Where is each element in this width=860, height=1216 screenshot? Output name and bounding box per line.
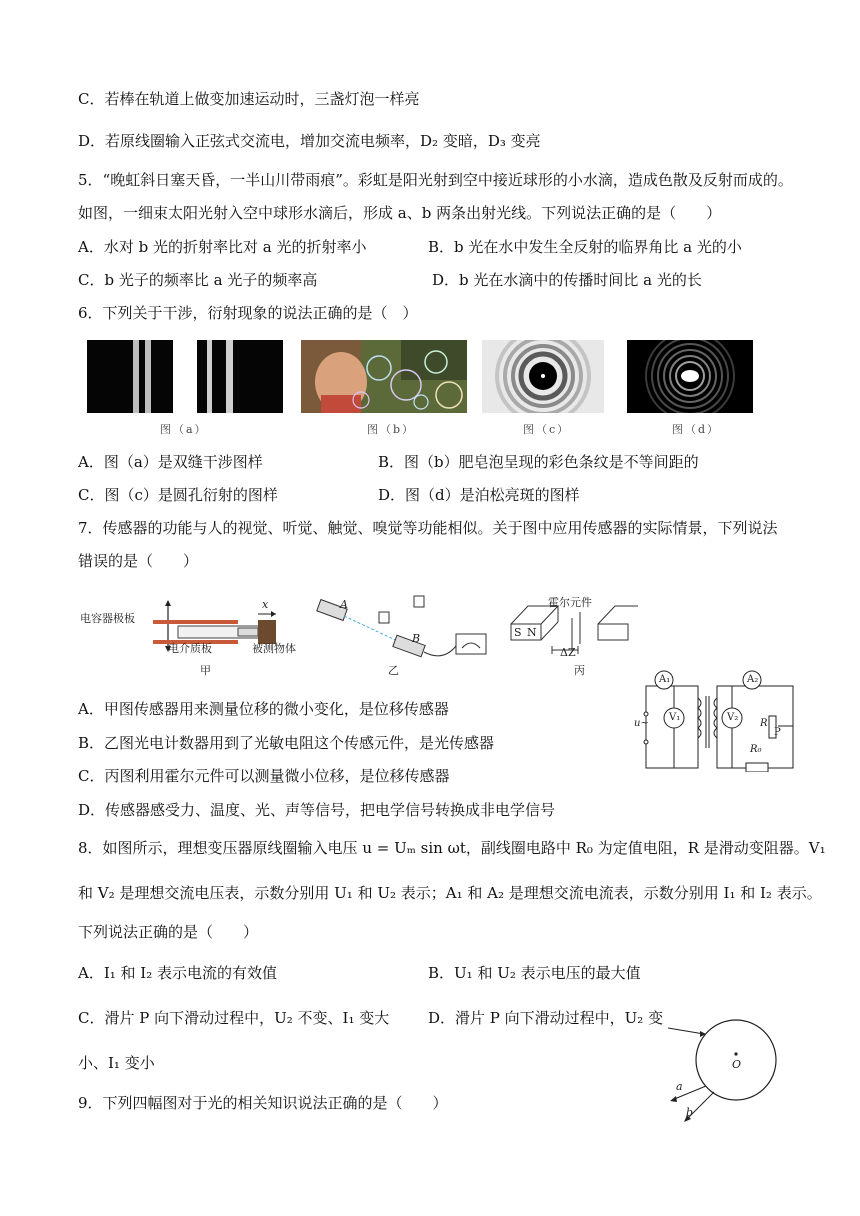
q8-stem-line-1: 8．如图所示，理想变压器原线圈输入电压 u = Uₘ sin ωt，副线圈电路中 R₀ 为定值电阻，R 是滑动变阻器。V₁	[78, 839, 826, 857]
soap-bubbles-photo	[301, 340, 467, 413]
q8-option-a: A．I₁ 和 I₂ 表示电流的有效值	[78, 964, 278, 982]
figure-b-caption: 图（b）	[367, 423, 416, 436]
voltmeter-v2-label: V₂	[727, 712, 739, 723]
q8-option-d-line-2: 小、I₁ 变小	[78, 1054, 155, 1072]
circular-hole-diffraction-image	[482, 340, 604, 413]
dielectric-plate-label: 电介质板	[168, 642, 212, 655]
slider-p-label: P	[774, 727, 781, 738]
measured-object-label: 被测物体	[252, 642, 296, 655]
q8-option-c: C．滑片 P 向下滑动过程中，U₂ 不变、I₁ 变大	[78, 1009, 390, 1027]
figure-a-caption: 图（a）	[160, 423, 208, 436]
q5-stem-line-2: 如图，一细束太阳光射入空中球形水滴后，形成 a、b 两条出射光线。下列说法正确的是（ ）	[78, 204, 722, 222]
delta-z-label: ΔZ	[560, 646, 576, 659]
q9-stem: 9．下列四幅图对于光的相关知识说法正确的是（ ）	[78, 1094, 448, 1112]
x-label: x	[262, 598, 269, 611]
q8-stem-line-3: 下列说法正确的是（ ）	[78, 923, 259, 941]
q7-option-a: A．甲图传感器用来测量位移的微小变化，是位移传感器	[78, 700, 449, 718]
q7-option-c: C．丙图利用霍尔元件可以测量微小位移，是位移传感器	[78, 767, 450, 785]
capacitor-plate-label: 电容器极板	[80, 612, 135, 625]
q4-option-c: C．若棒在轨道上做变加速运动时，三盏灯泡一样亮	[78, 90, 420, 108]
q5-option-b: B．b 光在水中发生全反射的临界角比 a 光的小	[428, 238, 742, 256]
q4-option-d: D．若原线圈输入正弦式交流电，增加交流电频率，D₂ 变暗，D₃ 变亮	[78, 132, 541, 150]
source-u-label: u~	[634, 718, 649, 729]
q5-option-c: C．b 光子的频率比 a 光子的频率高	[78, 271, 318, 289]
magnet-n-label: N	[527, 626, 537, 639]
q6-option-b: B．图（b）肥皂泡呈现的彩色条纹是不等间距的	[378, 453, 699, 471]
q6-stem: 6．下列关于干涉，衍射现象的说法正确的是（ ）	[78, 304, 418, 322]
hall-element-label: 霍尔元件	[548, 596, 592, 609]
sensor-a-label: A	[340, 598, 348, 611]
voltmeter-v1-label: V₁	[669, 712, 681, 723]
double-slit-pattern-image	[87, 340, 283, 413]
q7-option-d: D．传感器感受力、温度、光、声等信号，把电学信号转换成非电学信号	[78, 801, 556, 819]
ray-b-label: b	[686, 1106, 694, 1119]
figure-d-caption: 图（d）	[672, 423, 721, 436]
ray-a-label: a	[676, 1080, 683, 1093]
q5-option-d: D．b 光在水滴中的传播时间比 a 光的长	[432, 271, 702, 289]
q8-stem-line-2: 和 V₂ 是理想交流电压表，示数分别用 U₁ 和 U₂ 表示；A₁ 和 A₂ 是理想交流电流表，示数分别用 I₁ 和 I₂ 表示。	[78, 884, 822, 902]
q8-option-b: B．U₁ 和 U₂ 表示电压的最大值	[428, 964, 641, 982]
q6-option-d: D．图（d）是泊松亮斑的图样	[378, 486, 580, 504]
q7-option-b: B．乙图光电计数器用到了光敏电阻这个传感元件，是光传感器	[78, 734, 495, 752]
resistor-r0-label: R₀	[750, 744, 762, 755]
jia-label: 甲	[200, 664, 211, 677]
ammeter-a1-label: A₁	[659, 674, 671, 685]
water-drop-diagram	[664, 1012, 780, 1128]
yi-label: 乙	[388, 664, 399, 677]
center-o-label: O	[732, 1058, 742, 1071]
magnet-s-label: S	[514, 626, 522, 639]
ammeter-a2-label: A₂	[747, 674, 759, 685]
q6-option-a: A．图（a）是双缝干涉图样	[78, 453, 263, 471]
poisson-spot-rings-image	[627, 340, 753, 413]
bing-label: 丙	[574, 664, 585, 677]
q5-stem-line-1: 5．“晚虹斜日塞天昏，一半山川带雨痕”。彩虹是阳光射到空中接近球形的小水滴，造成色散及反射而成的。	[78, 171, 793, 189]
q5-option-a: A．水对 b 光的折射率比对 a 光的折射率小	[78, 238, 367, 256]
q8-option-d-line-1: D．滑片 P 向下滑动过程中，U₂ 变	[428, 1009, 664, 1027]
q7-stem-line-1: 7．传感器的功能与人的视觉、听觉、触觉、嗅觉等功能相似。关于图中应用传感器的实际情景，下列说法	[78, 519, 778, 537]
sensor-b-label: B	[412, 632, 421, 645]
q7-stem-line-2: 错误的是（ ）	[78, 552, 199, 570]
rheostat-r-label: R	[760, 718, 768, 729]
figure-c-caption: 图（c）	[523, 423, 571, 436]
q6-option-c: C．图（c）是圆孔衍射的图样	[78, 486, 278, 504]
